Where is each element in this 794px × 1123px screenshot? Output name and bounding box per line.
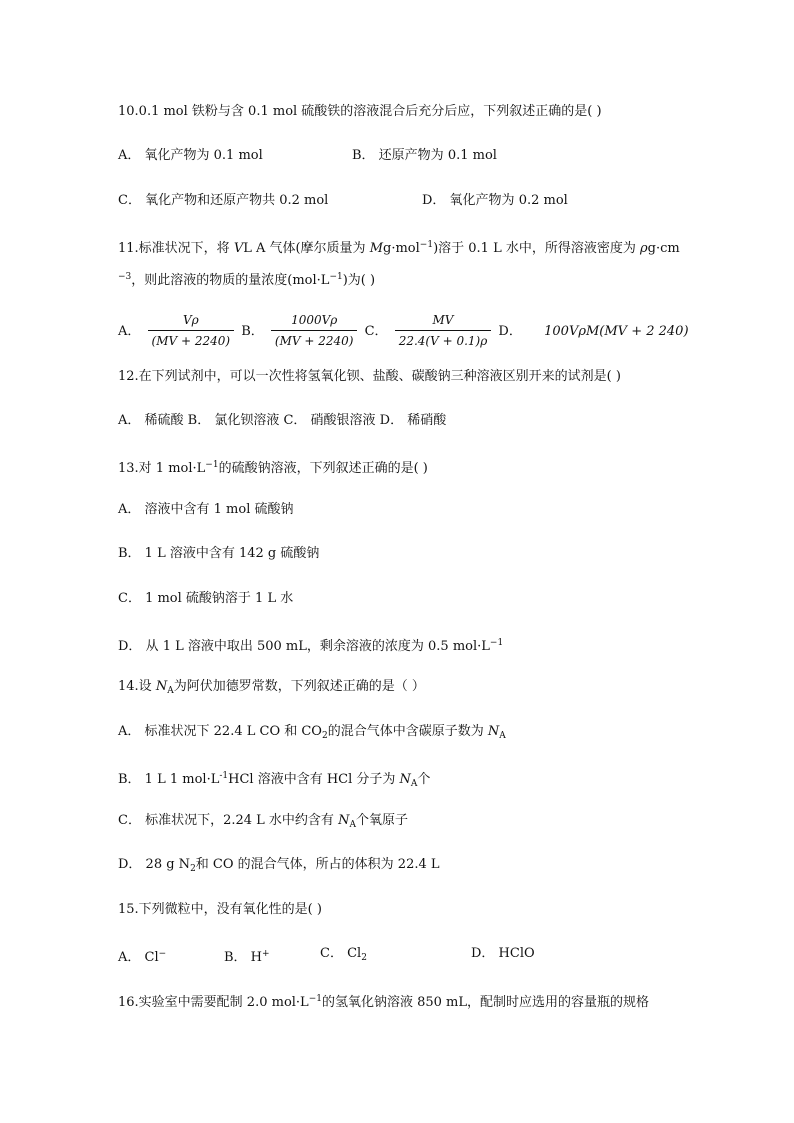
q11-option-d-text: 100VρM(MV + 2 240) (544, 324, 689, 339)
q14-option-c: C． 标准状况下，2.24 L 水中约含有 $N_A$个氧原子 (118, 813, 408, 830)
q14-option-d: D． 28 g $N_2$和 CO 的混合气体，所占的体积为 22.4 L (118, 857, 440, 874)
q11-option-c-label: C． (364, 324, 388, 339)
q11-stem-line1: 11.标准状况下，将 VL A 气体(摩尔质量为 Mg·mol$^{-1}$)溶于 0.1 L 水中，所得溶液密度为 ρg·cm (118, 240, 680, 256)
q11-option-a-label: A． (118, 324, 141, 339)
q11-option-b-fraction: $\frac{1000V\rho}{(MV + 2240)}$ (271, 311, 358, 350)
q10-option-b: B． 还原产物为 0.1 mol (352, 148, 497, 163)
q11-option-b-label: B． (241, 324, 264, 339)
q13-option-b: B． 1 L 溶液中含有 142 g 硫酸钠 (118, 546, 320, 561)
q16-stem: 16.实验室中需要配制 2.0 $mol\cdot L^{-1}$的氢氧化钠溶液 850 mL，配制时应选用的容量瓶的规格 (118, 994, 650, 1010)
q10-stem: 10.0.1 mol 铁粉与含 0.1 mol 硫酸铁的溶液混合后充分后应，下列叙述正确的是( ) (118, 104, 602, 119)
q11-option-d-label: D． (498, 324, 522, 339)
q10-option-a: A． 氧化产物为 0.1 mol (118, 148, 263, 163)
q11-option-a-fraction: $\frac{V\rho}{(MV + 2240)}$ (148, 311, 235, 350)
q11-stem-line2: $^{-3}$，则此溶液的物质的量浓度$(mol\cdot L^{-1})$为( ) (118, 272, 376, 288)
q15-option-c: C． $Cl_2$ (320, 946, 367, 963)
q12-options: A． 稀硫酸 B． 氯化钡溶液 C． 硝酸银溶液 D． 稀硝酸 (118, 413, 447, 428)
q11-options (118, 311, 689, 350)
q12-stem: 12.在下列试剂中，可以一次性将氢氧化钡、盐酸、碳酸钠三种溶液区别开来的试剂是( ) (118, 369, 621, 384)
q14-stem: 14.设 $N_A$为阿伏加德罗常数，下列叙述正确的是（ ） (118, 679, 425, 696)
q15-option-d: D． HClO (471, 946, 535, 961)
q10-option-d: D． 氧化产物为 0.2 mol (422, 193, 568, 208)
q13-option-d: D． 从 1 L 溶液中取出 500 mL，剩余溶液的浓度为 0.5 $mol\cdot L^{-1}$ (118, 638, 504, 654)
q13-option-c: C． 1 mol 硫酸钠溶于 1 L 水 (118, 591, 294, 606)
q14-option-a: A． 标准状况下 22.4 L CO 和 $CO_2$的混合气体中含碳原子数为 $N_A$ (118, 724, 506, 741)
q15-option-a: A． Cl− (118, 949, 167, 965)
q15-stem: 15.下列微粒中，没有氧化性的是( ) (118, 902, 322, 917)
q13-stem: 13.对 1 $mol\cdot L^{-1}$的硫酸钠溶液，下列叙述正确的是( ) (118, 460, 428, 476)
q11-option-c-fraction: $\frac{MV}{22.4(V + 0.1)\rho}$ (395, 311, 492, 350)
q14-option-b: B． 1 L 1 $mol\cdot L^{-1}HCl$ 溶液中含有 HCl 分子为 $N_A$个 (118, 771, 431, 789)
q10-option-c: C． 氧化产物和还原产物共 0.2 mol (118, 193, 329, 208)
q15-option-b: B． H+ (224, 949, 270, 965)
q13-option-a: A． 溶液中含有 1 mol 硫酸钠 (118, 502, 294, 517)
